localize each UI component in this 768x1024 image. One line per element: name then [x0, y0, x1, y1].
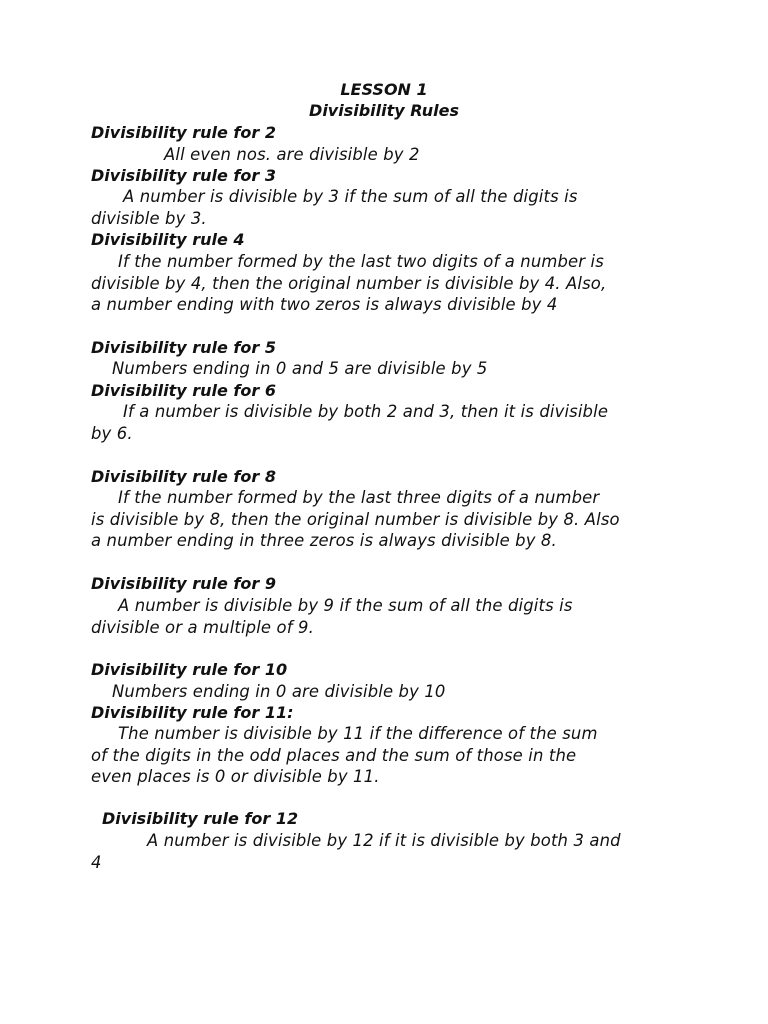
rule-heading-12: Divisibility rule for 12: [102, 809, 299, 828]
rule-text-line: by 6.: [91, 423, 133, 443]
rule-heading-10: Divisibility rule for 10: [91, 660, 288, 679]
rule-text-5: [91, 358, 691, 380]
lesson-number: LESSON 1: [340, 80, 428, 99]
rule-heading-9: Divisibility rule for 9: [91, 574, 276, 593]
rule-text-line: All even nos. are divisible by 2: [164, 145, 420, 164]
rule-heading-4: Divisibility rule 4: [91, 230, 245, 249]
rule-text-line: even places is 0 or divisible by 11.: [91, 767, 380, 786]
rule-text-4: [91, 251, 691, 316]
rule-text-2: [91, 144, 691, 166]
rule-text-line: divisible or a multiple of 9.: [91, 617, 314, 637]
rule-text-line: If a number is divisible by both 2 and 3, then it is divisible: [123, 402, 609, 421]
rule-text-line: 4: [91, 852, 102, 872]
rule-text-9: [91, 595, 691, 638]
rule-heading-11: Divisibility rule for 11:: [91, 703, 294, 722]
rule-text-11: [91, 723, 691, 788]
rule-text-line: divisible by 4, then the original number is divisible by 4. Also,: [91, 273, 607, 293]
rule-text-line: A number is divisible by 3 if the sum of all the digits is: [123, 187, 578, 206]
rule-heading-3: Divisibility rule for 3: [91, 166, 276, 185]
rule-text-8: [91, 487, 691, 552]
rule-text-12: [91, 830, 691, 873]
rule-text-line: a number ending with two zeros is always divisible by 4: [91, 295, 558, 314]
rule-heading-5: Divisibility rule for 5: [91, 338, 276, 357]
rule-text-line: of the digits in the odd places and the sum of those in the: [91, 745, 577, 765]
rule-heading-6: Divisibility rule for 6: [91, 381, 276, 400]
rule-text-line: divisible by 3.: [91, 208, 207, 228]
rule-text-line: Numbers ending in 0 and 5 are divisible by 5: [112, 359, 488, 378]
rule-text-line: A number is divisible by 12 if it is divisible by both 3 and: [147, 831, 621, 850]
rule-text-10: [91, 681, 691, 703]
rule-heading-2: Divisibility rule for 2: [91, 123, 276, 142]
rule-text-line: A number is divisible by 9 if the sum of all the digits is: [118, 596, 573, 615]
rule-text-line: a number ending in three zeros is always divisible by 8.: [91, 531, 557, 550]
rule-heading-8: Divisibility rule for 8: [91, 467, 276, 486]
rule-text-line: is divisible by 8, then the original number is divisible by 8. Also: [91, 509, 620, 529]
rule-text-line: Numbers ending in 0 are divisible by 10: [112, 682, 446, 701]
rule-text-3: [91, 186, 691, 229]
lesson-title: Divisibility Rules: [309, 101, 459, 120]
rule-text-line: If the number formed by the last two digits of a number is: [118, 252, 604, 271]
rule-text-line: The number is divisible by 11 if the difference of the sum: [118, 724, 598, 743]
rule-text-6: [91, 401, 691, 444]
rule-text-line: If the number formed by the last three digits of a number: [118, 488, 600, 507]
